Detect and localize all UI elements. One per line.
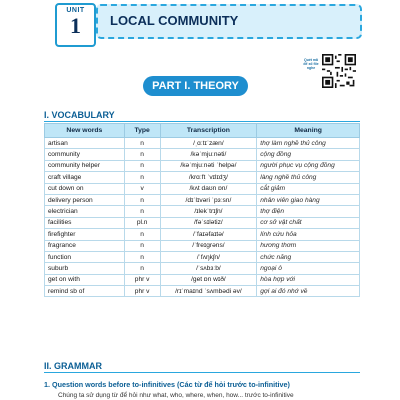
table-row [45,194,360,205]
unit-number: 1 [70,13,81,38]
table-row [45,172,360,183]
table-cell: firefighter [45,229,125,240]
grammar-heading: II. GRAMMAR [44,361,102,371]
table-cell: ngoại ô [257,263,360,274]
table-cell: community [45,149,125,160]
table-cell: thợ điện [257,206,360,217]
table-cell: /fəˈsɪlətiz/ [160,217,257,228]
table-cell: /ɪlekˈtrɪʃn/ [160,206,257,217]
table-cell: /rɪˈmaɪnd ˈsʌmbədi əv/ [160,286,257,297]
table-cell: /ˈfreɪɡrəns/ [160,240,257,251]
table-cell: lính cứu hỏa [257,229,360,240]
grammar-body-text: Chúng ta sử dụng từ để hỏi như what, who, where, when, how... trước to-infinitive [58,392,294,399]
table-cell: người phục vụ cộng đồng [257,160,360,171]
table-cell: remind sb of [45,286,125,297]
table-row [45,138,360,149]
table-row [45,263,360,274]
table-cell: /ˈfaɪəfaɪtə/ [160,229,257,240]
table-cell: chức năng [257,251,360,262]
table-header-row [45,124,360,138]
table-cell: n [124,194,160,205]
table-cell: /ɡet ɒn wɪð/ [160,274,257,285]
table-cell: artisan [45,138,125,149]
col-header-meaning: Meaning [257,124,360,138]
table-cell: cơ sở vật chất [257,217,360,228]
table-cell: /kəˈmjuːnəti ˈhelpə/ [160,160,257,171]
vocabulary-divider [44,121,360,122]
table-cell: n [124,229,160,240]
table-cell: /ˈfʌŋkʃn/ [160,251,257,262]
table-row [45,240,360,251]
table-cell: /kʌt daʊn ɒn/ [160,183,257,194]
grammar-divider [44,372,360,373]
qr-code-icon[interactable] [322,54,356,88]
table-cell: pl.n [124,217,160,228]
table-cell: n [124,149,160,160]
table-cell: cắt giảm [257,183,360,194]
table-cell: nhân viên giao hàng [257,194,360,205]
table-cell: gợi ai đó nhớ về [257,286,360,297]
table-cell: n [124,206,160,217]
table-cell: /krɑːft ˈvɪlɪdʒ/ [160,172,257,183]
col-header-new-words: New words [45,124,125,138]
table-row [45,160,360,171]
table-cell: craft village [45,172,125,183]
table-row [45,149,360,160]
table-cell: n [124,251,160,262]
col-header-type: Type [124,124,160,138]
unit-title-bar [96,4,362,39]
table-cell: n [124,263,160,274]
part-title: PART I. THEORY [143,76,248,96]
qr-label: Quét mã để xổ file nghe [303,58,319,70]
table-cell: electrician [45,206,125,217]
table-cell: fragrance [45,240,125,251]
table-cell: phr v [124,286,160,297]
vocabulary-rows [45,138,360,297]
table-cell: /ˌɑːtɪˈzæn/ [160,138,257,149]
table-cell: cộng đồng [257,149,360,160]
table-cell: làng nghề thủ công [257,172,360,183]
table-cell: n [124,138,160,149]
unit-title: LOCAL COMMUNITY [110,13,239,28]
table-cell: n [124,172,160,183]
table-cell: /dɪˈlɪvəri ˈpɜːsn/ [160,194,257,205]
table-cell: facilities [45,217,125,228]
table-cell: thợ làm nghề thủ công [257,138,360,149]
table-cell: n [124,160,160,171]
vocabulary-table [44,123,360,297]
table-cell: phr v [124,274,160,285]
col-header-transcription: Transcription [160,124,257,138]
table-cell: delivery person [45,194,125,205]
grammar-subheading: 1. Question words before to-infinitives (Các từ để hỏi trước to-infinitive) [44,380,290,389]
unit-word: UNIT [66,7,85,14]
table-row [45,229,360,240]
vocabulary-heading: I. VOCABULARY [44,110,115,120]
table-row [45,206,360,217]
table-cell: cut down on [45,183,125,194]
table-cell: hòa hợp với [257,274,360,285]
table-row [45,217,360,228]
table-cell: get on with [45,274,125,285]
table-cell: n [124,240,160,251]
table-row [45,274,360,285]
unit-badge [55,3,96,47]
table-row [45,286,360,297]
table-cell: /kəˈmjuːnəti/ [160,149,257,160]
table-cell: function [45,251,125,262]
table-cell: hương thơm [257,240,360,251]
table-row [45,183,360,194]
table-cell: v [124,183,160,194]
table-cell: suburb [45,263,125,274]
table-cell: /ˈsʌbɜːb/ [160,263,257,274]
table-cell: community helper [45,160,125,171]
table-row [45,251,360,262]
